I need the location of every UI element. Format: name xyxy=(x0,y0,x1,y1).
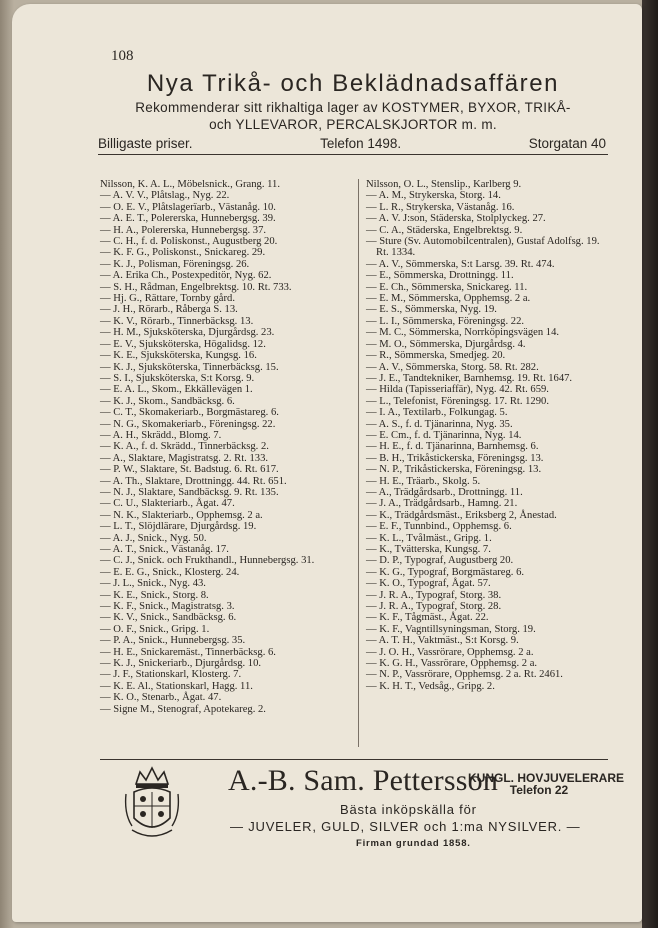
directory-entry: — O. F., Snick., Gripg. 1. xyxy=(100,623,210,635)
directory-entry: — A., Slaktare, Magistratsg. 2. Rt. 133. xyxy=(100,452,269,464)
directory-entry: Nilsson, O. L., Stenslip., Karlberg 9. xyxy=(366,179,522,190)
directory-entry: — S. I., Sjuksköterska, S:t Korsg. 9. xyxy=(100,372,255,384)
directory-entry: — K. J., Snickeriarb., Djurgårdsg. 10. xyxy=(100,658,262,670)
directory-entry: — J. F., Stationskarl, Klosterg. 7. xyxy=(100,669,242,681)
advertisement-phone: Telefon 1498. xyxy=(320,136,402,151)
directory-entry: — E. Cm., f. d. Tjänarinna, Nyg. 14. xyxy=(366,429,522,441)
directory-entry: — D. P., Typograf, Augustberg 20. xyxy=(366,555,514,567)
directory-entry: — A. V., Sömmerska, S:t Larsg. 39. Rt. 474. xyxy=(366,258,555,270)
directory-entry: — J. E., Tandtekniker, Barnhemsg. 19. Rt. 1647. xyxy=(366,372,573,384)
directory-entry: — E. F., Tunnbind., Opphemsg. 6. xyxy=(366,521,512,533)
directory-entry: — N. P., Vassrörare, Opphemsg. 2 a. Rt. 2461. xyxy=(366,669,563,681)
directory-entry: — K., Trädgårdsmäst., Eriksberg 2, Ånestad. xyxy=(366,509,557,521)
directory-entry: — K., Tvätterska, Kungsg. 7. xyxy=(366,544,491,555)
directory-entry: — S. H., Rådman, Engelbrektsg. 10. Rt. 733. xyxy=(100,281,292,293)
directory-entry: — N. P., Trikåstickerska, Föreningsg. 13. xyxy=(366,464,542,476)
directory-entry: — K. J., Skom., Sandbäcksg. 6. xyxy=(100,395,235,407)
directory-entry: — Signe M., Stenograf, Apotekareg. 2. xyxy=(100,703,266,715)
directory-entry: — B. H., Trikåstickerska, Föreningsg. 13. xyxy=(366,452,544,464)
directory-entry: — K. E. Al., Stationskarl, Hagg. 11. xyxy=(100,680,253,692)
directory-entry: — L. T., Slöjdlärare, Djurgårdsg. 19. xyxy=(100,521,257,533)
page-number: 108 xyxy=(111,48,134,64)
directory-entry: — K. F. G., Poliskonst., Snickareg. 29. xyxy=(100,247,266,259)
directory-entry: — H. M., Sjuksköterska, Djurgårdsg. 23. xyxy=(100,327,275,339)
directory-entry: — E. E. G., Snick., Klosterg. 24. xyxy=(100,566,240,578)
directory-entry: — K. F., Tågmäst., Ågat. 22. xyxy=(366,612,489,624)
directory-entry: — K. E., Snick., Storg. 8. xyxy=(100,589,209,601)
directory-entry: — J. O. H., Vassrörare, Opphemsg. 2 a. xyxy=(366,646,534,658)
directory-entry: — K. V., Snick., Sandbäcksg. 6. xyxy=(100,612,237,624)
directory-entry: — J. R. A., Typograf, Storg. 38. xyxy=(366,589,502,601)
directory-entry: Nilsson, K. A. L., Möbelsnick., Grang. 11. xyxy=(100,179,280,190)
directory-entry: — H. E., Snickaremäst., Tinnerbäcksg. 6. xyxy=(100,646,276,658)
advertisement-title: Nya Trikå- och Beklädnadsaffären xyxy=(146,70,560,97)
directory-entry: — J. A., Trädgårdsarb., Hamng. 21. xyxy=(366,498,518,510)
directory-entry: — C. A., Städerska, Engelbrektsg. 9. xyxy=(366,224,523,236)
directory-entry: — N. G., Skomakeriarb., Föreningsg. 22. xyxy=(100,418,276,430)
directory-entry: — A. V., Sömmerska, Storg. 58. Rt. 282. xyxy=(366,361,539,373)
directory-entry: — K. G. H., Vassrörare, Opphemsg. 2 a. xyxy=(366,658,538,670)
royal-warrant xyxy=(468,771,625,797)
directory-entry: — K. G., Typograf, Borgmästareg. 6. xyxy=(366,566,525,578)
directory-entry: — C. J., Snick. och Frukthandl., Hunnebergsg. 31. xyxy=(100,555,315,567)
company-products: — JUVELER, GULD, SILVER och 1:ma NYSILVER. — xyxy=(230,819,581,834)
directory-entry: — C. H., f. d. Poliskonst., Augustberg 20. xyxy=(100,236,278,248)
directory-entry: — K. F., Snick., Magistratsg. 3. xyxy=(100,601,235,613)
advertisement-line-1: Rekommenderar sitt rikhaltiga lager av KOSTYMER, BYXOR, TRIKÅ- xyxy=(135,100,571,115)
directory-entry: — H. E., f. d. Tjänarinna, Barnhemsg. 6. xyxy=(366,441,539,453)
directory-entry: — J. R. A., Typograf, Storg. 28. xyxy=(366,601,502,613)
company-tagline: Bästa inköpskälla för xyxy=(340,802,477,817)
advertisement-prices: Billigaste priser. xyxy=(98,136,193,151)
directory-entry: — E. Ch., Sömmerska, Snickareg. 11. xyxy=(366,281,528,293)
directory-column-left xyxy=(100,179,352,715)
advertisement-trika xyxy=(98,70,608,155)
directory-entry: — A. Th., Slaktare, Drottningg. 44. Rt. 651. xyxy=(100,475,287,487)
company-name: A.-B. Sam. Pettersson xyxy=(228,764,499,797)
book-edge-right xyxy=(642,0,658,928)
royal-title: KUNGL. HOVJUVELERARE xyxy=(468,771,625,785)
directory-entry: — E. V., Sjuksköterska, Högalidsg. 12. xyxy=(100,338,266,350)
royal-crest-icon xyxy=(122,764,182,844)
directory-entry: — A. H., Skrädd., Blomg. 7. xyxy=(100,429,222,441)
directory-entry: — K. L., Tvålmäst., Gripg. 1. xyxy=(366,532,492,544)
directory-entry: — K. H. T., Vedsåg., Gripg. 2. xyxy=(366,680,495,692)
directory-entry: — K. J., Sjuksköterska, Tinnerbäcksg. 15. xyxy=(100,361,279,373)
company-phone: Telefon 22 xyxy=(509,783,569,797)
directory-listing xyxy=(100,179,610,747)
directory-entry: — K. O., Typograf, Ågat. 57. xyxy=(366,578,491,590)
directory-column-right xyxy=(366,179,610,692)
advertisement-pettersson xyxy=(100,764,625,854)
directory-entry: — O. E. V., Plåtslagerïarb., Västanåg. 10. xyxy=(100,201,276,213)
directory-entry: — J. L., Snick., Nyg. 43. xyxy=(100,578,206,590)
directory-entry: — A. T. H., Vaktmäst., S:t Korsg. 9. xyxy=(366,635,519,647)
directory-entry: — K. A., f. d. Skrädd., Tinnerbäcksg. 2. xyxy=(100,441,269,453)
directory-entry: — L. I., Sömmerska, Föreningsg. 22. xyxy=(366,315,525,327)
directory-entry: — Hj. G., Rättare, Tornby gård. xyxy=(100,293,235,305)
directory-entry: — K. E., Sjuksköterska, Kungsg. 16. xyxy=(100,350,257,362)
directory-entry: — M. C., Sömmerska, Norrköpingsvägen 14. xyxy=(366,327,560,339)
advertisement-address: Storgatan 40 xyxy=(528,136,606,151)
directory-entry: — A. V. V., Plåtslag., Nyg. 22. xyxy=(100,190,230,202)
directory-entry: — E., Sömmerska, Drottningg. 11. xyxy=(366,270,514,282)
directory-entry: — M. O., Sömmerska, Djurgårdsg. 4. xyxy=(366,338,526,350)
directory-entry: — C. T., Skomakeriarb., Borgmästareg. 6. xyxy=(100,407,279,419)
directory-entry: — L., Telefonist, Föreningsg. 17. Rt. 1290. xyxy=(366,395,549,407)
directory-entry: — Sture (Sv. Automobilcentralen), Gustaf Adolfsg. 19. Rt. 1334. xyxy=(366,236,600,259)
directory-entry: — K. F., Vagntillsyningsman, Storg. 19. xyxy=(366,623,536,635)
directory-entry: — H. A., Polererska, Hunnebergsg. 37. xyxy=(100,224,267,236)
directory-entry: — N. K., Slakteriarb., Opphemsg. 2 a. xyxy=(100,509,263,521)
directory-entry: — E. S., Sömmerska, Nyg. 19. xyxy=(366,304,497,316)
advertisement-line-2: och YLLEVAROR, PERCALSKJORTOR m. m. xyxy=(209,117,497,132)
directory-entry: — J. H., Rörarb., Råberga S. 13. xyxy=(100,304,238,316)
advertisement-footer xyxy=(98,136,608,155)
directory-entry: — N. J., Slaktare, Sandbäcksg. 9. Rt. 135. xyxy=(100,486,279,498)
directory-entry: — A. V. J:son, Städerska, Stolplyckeg. 27. xyxy=(366,213,546,225)
directory-entry: — A. M., Strykerska, Storg. 14. xyxy=(366,190,501,202)
directory-entry: — K. V., Rörarb., Tinnerbäcksg. 13. xyxy=(100,315,254,327)
company-founded: Firman grundad 1858. xyxy=(356,838,471,849)
directory-entry: — A. J., Snick., Nyg. 50. xyxy=(100,532,207,544)
divider-rule xyxy=(100,759,608,760)
directory-entry: — A. Erika Ch., Postexpeditör, Nyg. 62. xyxy=(100,270,272,282)
directory-entry: — H. E., Träarb., Skolg. 5. xyxy=(366,475,481,487)
directory-entry: — E. A. L., Skom., Ekkällevägen 1. xyxy=(100,384,253,396)
directory-entry: — E. M., Sömmerska, Opphemsg. 2 a. xyxy=(366,293,531,305)
directory-entry: — P. A., Snick., Hunnebergsg. 35. xyxy=(100,635,246,647)
directory-entry: — C. U., Slakteriarb., Ågat. 47. xyxy=(100,498,235,510)
directory-entry: — A. S., f. d. Tjänarinna, Nyg. 35. xyxy=(366,418,513,430)
directory-entry: — L. R., Strykerska, Västanåg. 16. xyxy=(366,201,515,213)
directory-entry: — A. T., Snick., Västanåg. 17. xyxy=(100,544,229,555)
directory-entry: — K. O., Stenarb., Ågat. 47. xyxy=(100,692,222,704)
directory-entry: — A. E. T., Polererska, Hunnebergsg. 39. xyxy=(100,213,276,225)
directory-entry: — R., Sömmerska, Smedjeg. 20. xyxy=(366,350,506,362)
directory-entry: — K. J., Polisman, Föreningsg. 26. xyxy=(100,258,250,270)
column-divider xyxy=(358,179,359,747)
directory-entry: — Hilda (Tapisseriaffär), Nyg. 42. Rt. 659. xyxy=(366,384,549,396)
directory-entry: — A., Trädgårdsarb., Drottningg. 11. xyxy=(366,486,523,498)
book-page xyxy=(12,4,642,922)
directory-entry: — I. A., Textilarb., Folkungag. 5. xyxy=(366,407,508,419)
directory-entry: — P. W., Slaktare, St. Badstug. 6. Rt. 617. xyxy=(100,464,279,476)
